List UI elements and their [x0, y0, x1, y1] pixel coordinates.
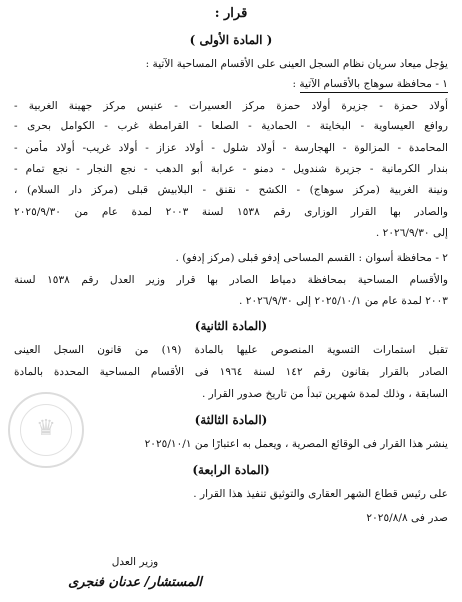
article1-line: ١ - محافظة سوهاج بالأقسام الآتية : [292, 78, 448, 90]
eagle-emblem-icon: ♛ [36, 416, 56, 441]
decree-title: قرار : [214, 6, 248, 21]
signatory-title: وزير العدل [111, 556, 159, 568]
article1-line: والأقسام المساحية بمحافظة دمياط الصادر بها قرار وزير العدل رقم ١٥٣٨ لسنة [14, 274, 448, 286]
article1-line: روافع العيساوية - البخايتة - الحمادية - الصلعا - القرامطة غرب - الكوامل بحرى - [14, 120, 448, 132]
article3-line: ينشر هذا القرار فى الوقائع المصرية ، ويعمل به اعتبارًا من ٢٠٢٥/١٠/١ [144, 438, 448, 450]
article1-line: أولاد حمزة - جزيرة أولاد حمزة مركز العسيرات - عنيس مركز جهينة الغربية - [14, 100, 448, 112]
article4-line: على رئيس قطاع الشهر العقارى والتوثيق تنفيذ هذا القرار . [193, 488, 448, 500]
article2-heading: (المادة الثانية) [194, 319, 268, 333]
signatory-name: المستشار/ عدنان فنجرى [68, 575, 202, 590]
article3-heading: (المادة الثالثة) [194, 413, 268, 427]
article1-line: ٢ - محافظة أسوان : القسم المساحى إدفو قبلى (مركز إدفو) . [175, 252, 448, 264]
article2-line: الصادر بالقرار بقانون رقم ١٤٢ لسنة ١٩٦٤ فى الأقسام المساحية المحددة بالمادة [14, 366, 448, 378]
article4-heading: (المادة الرابعة) [192, 463, 270, 477]
article1-line: ٢٠٠٣ لمدة عام من ٢٠٢٥/١٠/١ إلى ٢٠٢٦/٩/٣٠ . [239, 295, 448, 307]
article1-line: إلى ٢٠٢٦/٩/٣٠ . [375, 227, 448, 239]
article1-line: والصادر بها القرار الوزارى رقم ١٥٣٨ لسنة ٢٠٠٣ لمدة عام من ٢٠٢٥/٩/٣٠ [14, 206, 448, 218]
issue-date: صدر فى ٢٠٢٥/٨/٨ [366, 512, 448, 524]
article2-line: تقبل استمارات التسوية المنصوص عليها بالمادة (١٩) من قانون السجل العينى [14, 344, 448, 356]
ministry-seal [8, 392, 84, 468]
article1-line: المحامدة - المزالوة - الهجارسة - أولاد شلول - أولاد عزاز - أولاد غريب- أولاد مأمن - [14, 142, 448, 154]
underline [300, 92, 448, 93]
article1-heading: ( المادة الأولى ) [189, 33, 273, 47]
article1-line: ونينة الغربية (مركز سوهاج) - الكشح - نقنق - البلابيش قبلى (مركز دار السلام) ، [14, 184, 448, 196]
article2-line: السابقة ، وذلك لمدة شهرين تبدأ من تاريخ صدور القرار . [201, 388, 448, 400]
article1-line: بندار الكرمانية - جزيرة شندويل - دمنو - عرابة أبو الدهب - نجع النجار - نجع تمام - [14, 163, 448, 175]
article1-line: يؤجل ميعاد سريان نظام السجل العينى على الأقسام المساحية الآتية : [145, 58, 448, 70]
